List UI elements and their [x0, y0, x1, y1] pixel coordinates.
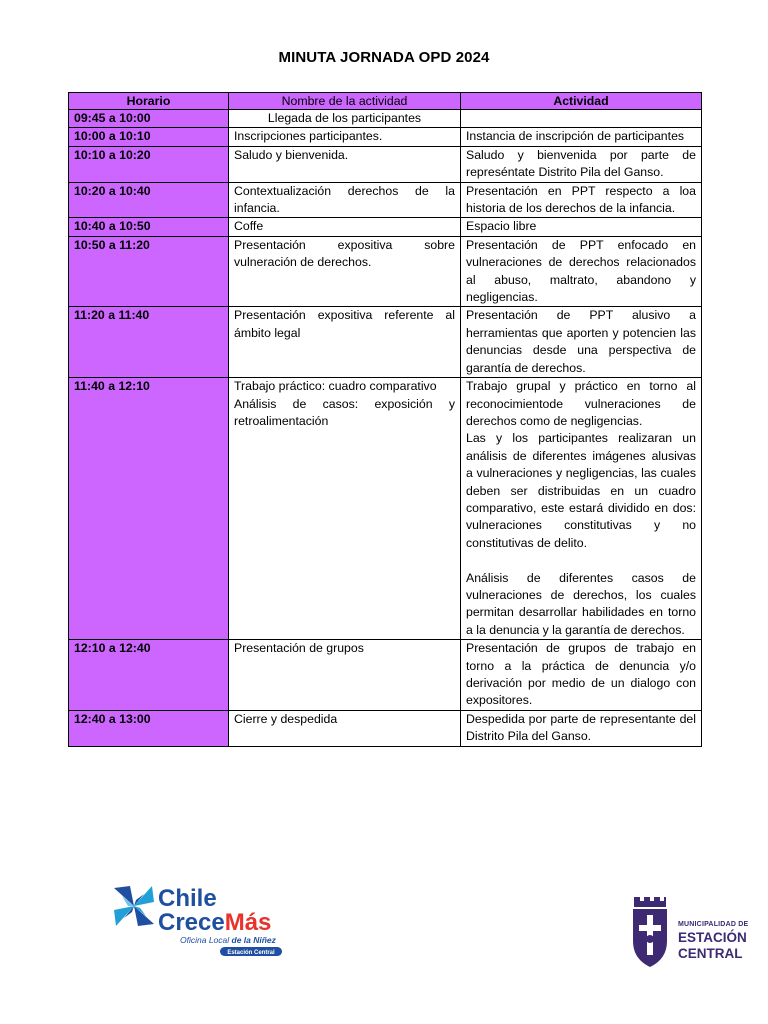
activity-name-cell: Presentación de grupos: [229, 640, 461, 711]
header-actividad: Actividad: [461, 93, 702, 110]
pinwheel-icon: [114, 886, 154, 926]
schedule-table: [68, 92, 702, 747]
header-horario: Horario: [69, 93, 229, 110]
time-cell: 11:40 a 12:10: [69, 378, 229, 640]
activity-name-cell: Llegada de los participantes: [229, 110, 461, 128]
logo-tagline-part2: de la Niñez: [231, 935, 276, 945]
activity-paragraph: Las y los participantes realizaran un análisis de diferentes imágenes alusivas a vulneraciones y negligencias, las cuales deben ser distribuidas en un cuadro comparativo, este estará dividido en dos: vulneraciones constitutivas y no constitutivas de delito.: [466, 431, 696, 550]
table-row: [69, 236, 702, 307]
activity-description-cell: [461, 378, 702, 640]
logo-word-mas: Más: [224, 909, 272, 936]
document-title: MINUTA JORNADA OPD 2024: [278, 49, 490, 66]
activity-name-cell: [229, 378, 461, 640]
activity-name-cell: Coffe: [229, 218, 461, 236]
table-row: [69, 128, 702, 146]
activity-description-cell: Presentación en PPT respecto a loa historia de los derechos de la infancia.: [461, 182, 702, 218]
time-cell: 09:45 a 10:00: [69, 110, 229, 128]
table-row: [69, 378, 702, 640]
activity-name-cell: Presentación expositiva sobre vulneración de derechos.: [229, 236, 461, 307]
activity-description-cell: Presentación de grupos de trabajo en torno a la práctica de denuncia y/o derivación por medio de un dialogo con expositores.: [461, 640, 702, 711]
estacion-label: ESTACIÓN: [678, 930, 747, 945]
activity-description-cell: Presentación de PPT alusivo a herramientas que aporten y potencien las denuncias desde una perspectiva de garantía de derechos.: [461, 307, 702, 378]
municipal-crest-icon: [630, 893, 670, 969]
activity-name-cell: Contextualización derechos de la infancia.: [229, 182, 461, 218]
municipalidad-logo: [630, 893, 768, 969]
activity-paragraph: Trabajo grupal y práctico en torno al reconocimientode vulneraciones de derechos como de negligencias.: [466, 379, 696, 428]
activity-name-cell: Inscripciones participantes.: [229, 128, 461, 146]
time-cell: 11:20 a 11:40: [69, 307, 229, 378]
table-row: [69, 182, 702, 218]
logo-badge-label: Estación Central: [227, 950, 275, 956]
time-cell: 10:10 a 10:20: [69, 146, 229, 182]
activity-description-cell: [461, 110, 702, 128]
activity-name-cell: Cierre y despedida: [229, 710, 461, 746]
activity-description-cell: Espacio libre: [461, 218, 702, 236]
activity-name-cell: Presentación expositiva referente al ámbito legal: [229, 307, 461, 378]
activity-name-line: Trabajo práctico: cuadro comparativo: [234, 379, 437, 394]
activity-name-cell: Saludo y bienvenida.: [229, 146, 461, 182]
time-cell: 10:20 a 10:40: [69, 182, 229, 218]
activity-name-line: Análisis de casos: exposición y retroalimentación: [234, 396, 455, 428]
table-row: [69, 218, 702, 236]
central-label: CENTRAL: [678, 946, 743, 961]
table-row: [69, 110, 702, 128]
time-cell: 10:50 a 11:20: [69, 236, 229, 307]
municipalidad-label: MUNICIPALIDAD DE: [678, 921, 749, 928]
activity-paragraph: Análisis de diferentes casos de vulneraciones de derechos, los cuales permitan desarrollar habilidades en torno a la denuncia y la garantía de derechos.: [466, 570, 696, 637]
chile-crece-mas-logo: [108, 880, 288, 960]
table-row: [69, 640, 702, 711]
table-row: [69, 146, 702, 182]
paragraph-spacer: [466, 552, 696, 569]
logo-tagline-part1: Oficina Local: [180, 935, 232, 945]
activity-description-cell: Despedida por parte de representante del Distrito Pila del Ganso.: [461, 710, 702, 746]
logo-tagline: [180, 935, 277, 945]
header-nombre-actividad: Nombre de la actividad: [229, 93, 461, 110]
time-cell: 10:40 a 10:50: [69, 218, 229, 236]
time-cell: 12:10 a 12:40: [69, 640, 229, 711]
logo-crece-mas: [158, 909, 271, 936]
table-row: [69, 307, 702, 378]
logo-word-crece: Crece: [158, 909, 225, 936]
table-row: [69, 710, 702, 746]
activity-description-cell: Saludo y bienvenida por parte de represéntate Distrito Pila del Ganso.: [461, 146, 702, 182]
logo-word-chile: Chile: [158, 885, 217, 912]
activity-description-cell: Presentación de PPT enfocado en vulneraciones de derechos relacionados al abuso, maltrato, abandono y negligencias.: [461, 236, 702, 307]
time-cell: 12:40 a 13:00: [69, 710, 229, 746]
table-header-row: [69, 93, 702, 110]
activity-description-cell: Instancia de inscripción de participantes: [461, 128, 702, 146]
time-cell: 10:00 a 10:10: [69, 128, 229, 146]
